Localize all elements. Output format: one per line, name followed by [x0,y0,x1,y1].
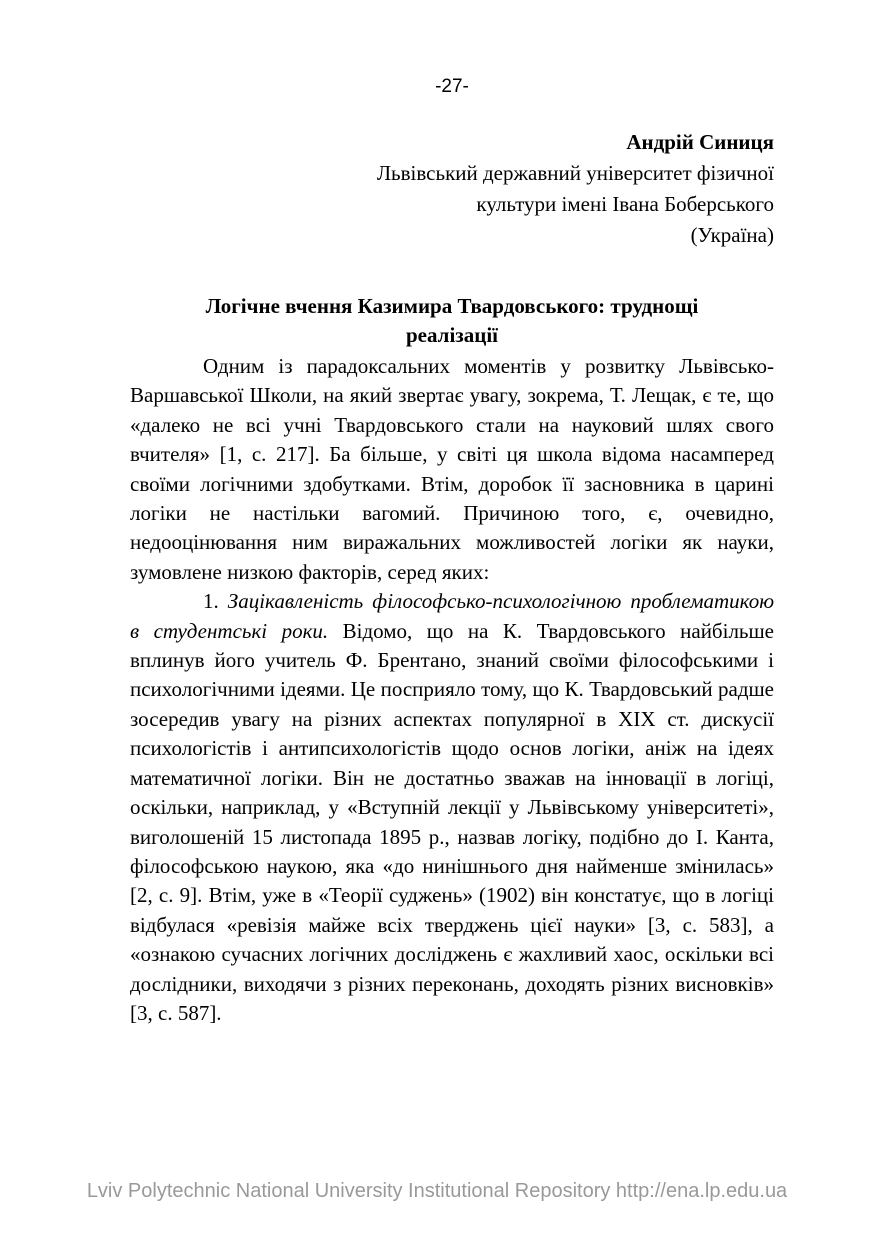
article-body [130,352,774,1028]
title-line2: реалізації [405,323,498,347]
article-title [130,292,774,350]
point-text: Відомо, що на К. Твардовського найбільше вплинув його учитель Ф. Брентано, знаний своїми філософськими і психологічними ідеями. Це посприяло тому, що К. Твардовський радше зосередив увагу на різних аспектах популярної в ХІХ ст. дискусії психологістів і антипсихологістів щодо основ логіки, аніж на ідеях математичної логіки. Він не достатньо зважав на інновації в логіці, оскільки, наприклад, у «Вступній лекції у Львівському університеті», виголошеній 15 листопада 1895 р., назвав логіку, подібно до І. Канта, філософською наукою, яка «до нинішнього дня найменше змінилась» [2, с. 9]. Втім, уже в «Теорії суджень» (1902) він констатує, що в логіці відбулася «ревізія майже всіх тверджень цієї науки» [3, с. 583], а «ознакою сучасних логічних досліджень є жахливий хаос, оскільки всі дослідники, виходячи з різних переконань, доходять різних висновків» [3, с. 587]. [130,618,775,1025]
author-affiliation-line1: Львівський державний університет фізичної [376,161,774,185]
author-block [377,127,774,251]
page-number: -27- [435,76,469,97]
paragraph-point-1 [130,587,774,1028]
repository-footer: Lviv Polytechnic National University Institutional Repository http://ena.lp.edu.ua [86,1180,788,1202]
title-line1: Логічне вчення Казимира Твардовського: труднощі [205,294,699,318]
point-heading: Зацікавленість філософсько-психологічною проблематикою в студентські роки. [130,589,774,643]
list-number: 1. [203,589,219,614]
author-name: Андрій Синиця [626,130,774,154]
author-affiliation-line2: культури імені Івана Боберського [476,192,774,216]
author-country: (Україна) [690,223,774,247]
paragraph-intro: Одним із парадоксальних моментів у розвитку Львівсько-Варшавської Школи, на який звертає увагу, зокрема, Т. Лещак, є те, що «далеко не всі учні Твардовського стали на науковий шлях свого вчителя» [1, с. 217]. Ба більше, у світі ця школа відома насамперед своїми логічними здобутками. Втім, доробок її засновника в царині логіки не настільки вагомий. Причиною того, є, очевидно, недооцінювання ним виражальних можливостей логіки як науки, зумовлене низкою факторів, серед яких: [130,354,774,584]
